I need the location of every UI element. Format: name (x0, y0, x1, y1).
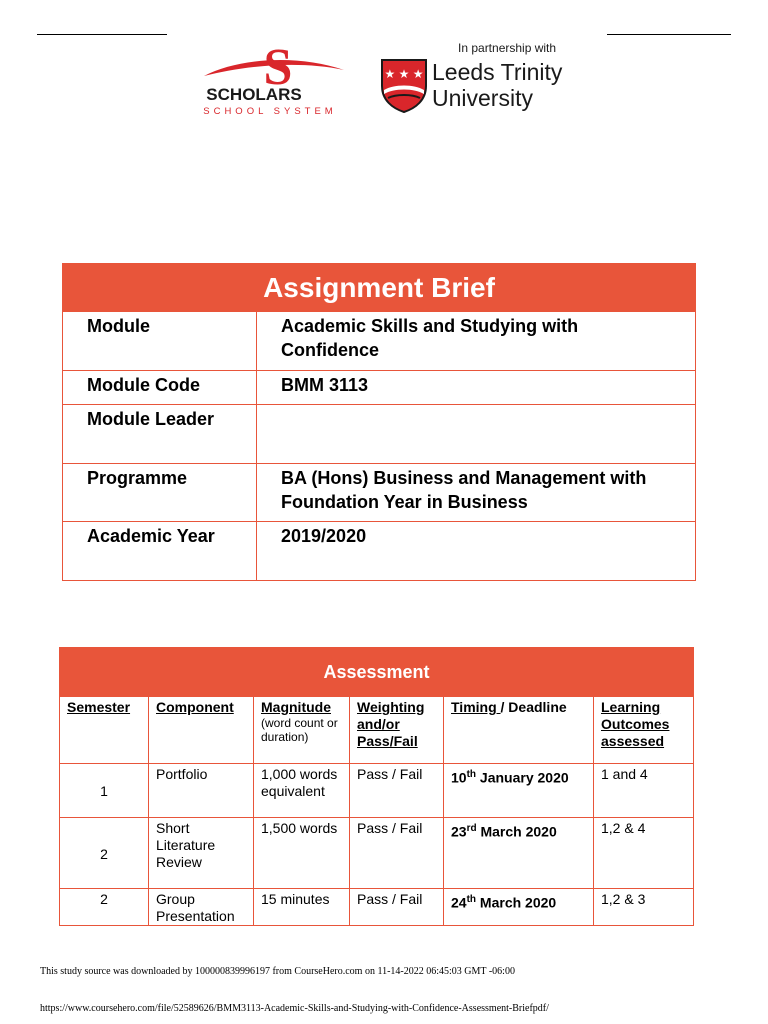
source-url[interactable]: https://www.coursehero.com/file/52589626/BMM3113-Academic-Skills-and-Studying-with-Confidence-Assessment-Briefpdf/ (40, 1003, 549, 1014)
row-weighting: Pass / Fail (350, 889, 444, 926)
row-outcomes: 1,2 & 3 (594, 889, 694, 926)
leeds-trinity-logo (380, 40, 570, 116)
top-left-rule (37, 34, 167, 35)
outcomes-header: Learning Outcomes assessed (601, 699, 670, 749)
module-label: Module (63, 312, 257, 371)
row-weighting: Pass / Fail (350, 764, 444, 818)
row-deadline: 24th March 2020 (444, 889, 594, 926)
row-weighting: Pass / Fail (350, 818, 444, 889)
row-outcomes: 1,2 & 4 (594, 818, 694, 889)
module-leader-value (257, 405, 696, 464)
partnership-tagline: In partnership with (458, 41, 557, 55)
weighting-header: Weighting and/or Pass/Fail (357, 699, 425, 749)
table-row (60, 889, 694, 926)
assignment-brief-title: Assignment Brief (63, 264, 696, 312)
magnitude-note: (word count or duration) (261, 716, 338, 744)
module-code-label: Module Code (63, 371, 257, 405)
scholars-subtitle: SCHOOL SYSTEM (203, 106, 337, 117)
academic-year-value: 2019/2020 (257, 522, 696, 581)
row-magnitude: 1,500 words (254, 818, 350, 889)
deadline-header: / Deadline (500, 699, 567, 715)
row-semester: 1 (60, 764, 149, 818)
scholars-logo (178, 36, 362, 120)
academic-year-label: Academic Year (63, 522, 257, 581)
programme-label: Programme (63, 464, 257, 522)
assessment-table (59, 647, 694, 926)
row-component: Portfolio (149, 764, 254, 818)
row-semester: 2 (60, 818, 149, 889)
module-leader-label: Module Leader (63, 405, 257, 464)
module-code-value: BMM 3113 (257, 371, 696, 405)
row-deadline: 10th January 2020 (444, 764, 594, 818)
row-component: Short Literature Review (149, 818, 254, 889)
row-component: Group Presentation (149, 889, 254, 926)
assignment-brief-table (62, 263, 696, 581)
timing-header: Timing (451, 699, 501, 715)
assessment-title: Assessment (60, 648, 694, 697)
semester-header: Semester (67, 699, 131, 715)
row-magnitude: 15 minutes (254, 889, 350, 926)
row-semester: 2 (60, 889, 149, 926)
scholars-name: SCHOLARS (206, 85, 302, 104)
programme-value: BA (Hons) Business and Management with Foundation Year in Business (257, 464, 696, 522)
table-row (60, 818, 694, 889)
download-note: This study source was downloaded by 100000839996197 from CourseHero.com on 11-14-2022 06:45:03 GMT -06:00 (40, 966, 515, 977)
module-value: Academic Skills and Studying with Confidence (257, 312, 696, 371)
svg-text:S: S (263, 39, 293, 96)
magnitude-header: Magnitude (261, 699, 331, 715)
top-right-rule (607, 34, 731, 35)
row-outcomes: 1 and 4 (594, 764, 694, 818)
leeds-trinity-line1: Leeds Trinity (432, 59, 563, 85)
table-row (60, 764, 694, 818)
leeds-trinity-line2: University (432, 85, 533, 111)
component-header: Component (156, 699, 234, 715)
svg-text:★ ★ ★: ★ ★ ★ (384, 67, 424, 81)
row-deadline: 23rd March 2020 (444, 818, 594, 889)
row-magnitude: 1,000 words equivalent (254, 764, 350, 818)
